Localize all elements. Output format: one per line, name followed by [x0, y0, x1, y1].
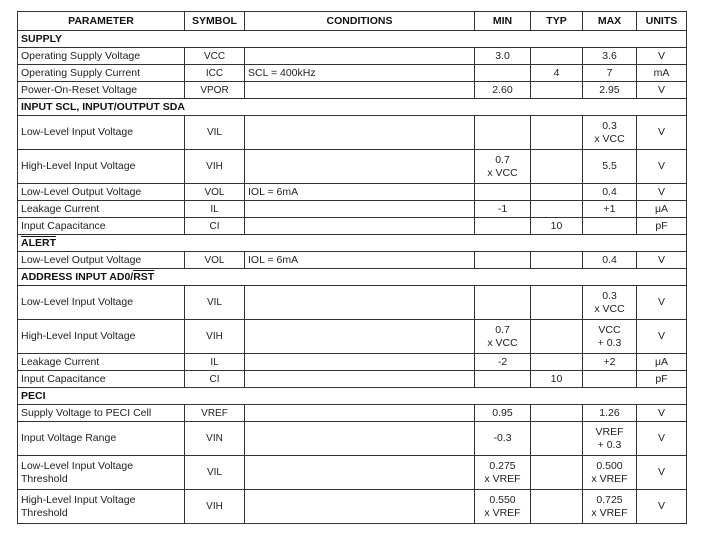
table-row	[18, 184, 687, 201]
units-cell: μA	[637, 354, 687, 371]
symbol-cell: VIH	[185, 490, 245, 524]
min-cell	[475, 371, 531, 388]
conditions-cell: IOL = 6mA	[245, 184, 475, 201]
units-cell: V	[637, 320, 687, 354]
units-cell: V	[637, 286, 687, 320]
max-cell	[583, 371, 637, 388]
max-cell: 3.6	[583, 48, 637, 65]
units-cell: V	[637, 405, 687, 422]
table-row	[18, 456, 687, 490]
max-cell: +1	[583, 201, 637, 218]
max-line-2: x VREF	[591, 472, 628, 485]
max-line-1: VCC	[598, 323, 621, 336]
symbol-cell: VIL	[185, 286, 245, 320]
max-cell: 0.4	[583, 184, 637, 201]
units-cell: V	[637, 422, 687, 456]
min-cell	[475, 252, 531, 269]
typ-cell	[531, 405, 583, 422]
table-row	[18, 371, 687, 388]
max-cell	[583, 218, 637, 235]
table-row	[18, 65, 687, 82]
units-cell: V	[637, 456, 687, 490]
table-row	[18, 116, 687, 150]
units-cell: V	[637, 48, 687, 65]
symbol-cell: VCC	[185, 48, 245, 65]
typ-cell	[531, 252, 583, 269]
units-cell: V	[637, 252, 687, 269]
param-cell: Input Capacitance	[18, 371, 185, 388]
max-cell: 7	[583, 65, 637, 82]
typ-cell: 10	[531, 218, 583, 235]
symbol-cell: VIH	[185, 150, 245, 184]
section-header	[18, 269, 687, 286]
param-cell: High-Level Input Voltage	[18, 320, 185, 354]
symbol-cell: VPOR	[185, 82, 245, 99]
min-cell: 2.60	[475, 82, 531, 99]
typ-cell: 10	[531, 371, 583, 388]
param-cell: Power-On-Reset Voltage	[18, 82, 185, 99]
table-row	[18, 320, 687, 354]
table-row	[18, 354, 687, 371]
max-line-2: x VCC	[594, 132, 625, 145]
max-cell	[583, 490, 637, 524]
max-line-1: VREF	[595, 425, 624, 438]
param-line-2: Threshold	[21, 506, 68, 519]
param-cell: Operating Supply Voltage	[18, 48, 185, 65]
max-cell: 1.26	[583, 405, 637, 422]
min-line-1: 0.275	[489, 459, 516, 472]
conditions-cell	[245, 490, 475, 524]
min-line-1: 0.550	[489, 493, 516, 506]
typ-cell	[531, 184, 583, 201]
section-title-peci: PECI	[18, 388, 687, 405]
symbol-cell: CI	[185, 371, 245, 388]
units-cell: V	[637, 116, 687, 150]
max-cell: 2.95	[583, 82, 637, 99]
section-header	[18, 31, 687, 48]
param-line-1: High-Level Input Voltage	[21, 493, 136, 506]
param-cell	[18, 490, 185, 524]
param-cell: High-Level Input Voltage	[18, 150, 185, 184]
units-cell: V	[637, 150, 687, 184]
max-cell	[583, 286, 637, 320]
param-cell: Low-Level Output Voltage	[18, 252, 185, 269]
conditions-cell: IOL = 6mA	[245, 252, 475, 269]
table-row	[18, 252, 687, 269]
param-cell: Low-Level Output Voltage	[18, 184, 185, 201]
units-cell: mA	[637, 65, 687, 82]
typ-cell	[531, 456, 583, 490]
param-cell: Low-Level Input Voltage	[18, 286, 185, 320]
symbol-cell: VOL	[185, 184, 245, 201]
min-cell	[475, 286, 531, 320]
conditions-cell	[245, 405, 475, 422]
min-line-2: x VREF	[484, 472, 521, 485]
max-line-1: 0.725	[596, 493, 623, 506]
max-cell	[583, 116, 637, 150]
table-row	[18, 48, 687, 65]
symbol-cell: VREF	[185, 405, 245, 422]
param-line-1: Low-Level Input Voltage	[21, 459, 134, 472]
header-symbol: SYMBOL	[185, 12, 245, 31]
conditions-cell	[245, 201, 475, 218]
symbol-cell: CI	[185, 218, 245, 235]
conditions-cell	[245, 48, 475, 65]
symbol-cell: ICC	[185, 65, 245, 82]
max-line-2: x VCC	[594, 302, 625, 315]
header-units: UNITS	[637, 12, 687, 31]
conditions-cell	[245, 286, 475, 320]
symbol-cell: VIL	[185, 456, 245, 490]
typ-cell	[531, 422, 583, 456]
table-row	[18, 82, 687, 99]
typ-cell: 4	[531, 65, 583, 82]
min-cell	[475, 116, 531, 150]
conditions-cell	[245, 218, 475, 235]
typ-cell	[531, 320, 583, 354]
table-row	[18, 422, 687, 456]
min-cell: -2	[475, 354, 531, 371]
header-typ: TYP	[531, 12, 583, 31]
typ-cell	[531, 286, 583, 320]
symbol-cell: VIN	[185, 422, 245, 456]
typ-cell	[531, 150, 583, 184]
units-cell: pF	[637, 371, 687, 388]
table-row	[18, 150, 687, 184]
param-cell: Input Capacitance	[18, 218, 185, 235]
max-cell: 5.5	[583, 150, 637, 184]
param-line-2: Threshold	[21, 472, 68, 485]
param-cell: Operating Supply Current	[18, 65, 185, 82]
units-cell: V	[637, 184, 687, 201]
min-cell	[475, 456, 531, 490]
header-max: MAX	[583, 12, 637, 31]
min-cell: -0.3	[475, 422, 531, 456]
min-cell: 0.95	[475, 405, 531, 422]
section-header	[18, 235, 687, 252]
param-cell: Leakage Current	[18, 201, 185, 218]
table-row	[18, 405, 687, 422]
max-line-2: + 0.3	[597, 336, 622, 349]
symbol-cell: VIL	[185, 116, 245, 150]
alert-title-text: ALERT	[21, 237, 56, 249]
header-parameter: PARAMETER	[18, 12, 185, 31]
address-title-rst: $\overline{RST}$	[133, 271, 155, 283]
max-cell	[583, 422, 637, 456]
section-header	[18, 99, 687, 116]
max-line-2: + 0.3	[597, 438, 622, 451]
min-cell	[475, 184, 531, 201]
address-title-text: ADDRESS INPUT AD0/	[21, 271, 134, 283]
table-row	[18, 490, 687, 524]
param-cell	[18, 456, 185, 490]
param-cell: Low-Level Input Voltage	[18, 116, 185, 150]
conditions-cell	[245, 422, 475, 456]
min-line-2: x VCC	[487, 166, 518, 179]
section-header	[18, 388, 687, 405]
min-cell	[475, 150, 531, 184]
units-cell: μA	[637, 201, 687, 218]
typ-cell	[531, 354, 583, 371]
section-title-alert	[18, 235, 687, 252]
units-cell: V	[637, 82, 687, 99]
max-cell	[583, 320, 637, 354]
max-cell	[583, 456, 637, 490]
conditions-cell	[245, 371, 475, 388]
typ-cell	[531, 82, 583, 99]
param-cell: Leakage Current	[18, 354, 185, 371]
section-title-scl-sda: INPUT SCL, INPUT/OUTPUT SDA	[18, 99, 687, 116]
typ-cell	[531, 201, 583, 218]
min-line-2: x VREF	[484, 506, 521, 519]
section-title-supply: SUPPLY	[18, 31, 687, 48]
symbol-cell: VIH	[185, 320, 245, 354]
symbol-cell: IL	[185, 201, 245, 218]
conditions-cell	[245, 82, 475, 99]
table-row	[18, 218, 687, 235]
electrical-characteristics-table	[17, 11, 687, 524]
min-cell: -1	[475, 201, 531, 218]
param-cell: Input Voltage Range	[18, 422, 185, 456]
units-cell: V	[637, 490, 687, 524]
conditions-cell	[245, 116, 475, 150]
max-line-2: x VREF	[591, 506, 628, 519]
units-cell: pF	[637, 218, 687, 235]
max-line-1: 0.3	[602, 119, 617, 132]
min-cell	[475, 65, 531, 82]
max-cell: +2	[583, 354, 637, 371]
conditions-cell	[245, 354, 475, 371]
header-conditions: CONDITIONS	[245, 12, 475, 31]
symbol-cell: IL	[185, 354, 245, 371]
param-cell: Supply Voltage to PECI Cell	[18, 405, 185, 422]
max-line-1: 0.3	[602, 289, 617, 302]
symbol-cell: VOL	[185, 252, 245, 269]
min-cell	[475, 490, 531, 524]
table-row	[18, 201, 687, 218]
max-line-1: 0.500	[596, 459, 623, 472]
conditions-cell	[245, 456, 475, 490]
max-cell: 0.4	[583, 252, 637, 269]
section-title-address	[18, 269, 687, 286]
conditions-cell	[245, 320, 475, 354]
cropped-top-text	[0, 0, 703, 6]
typ-cell	[531, 48, 583, 65]
table-row	[18, 286, 687, 320]
min-line-1: 0.7	[495, 323, 510, 336]
min-line-2: x VCC	[487, 336, 518, 349]
min-cell: 3.0	[475, 48, 531, 65]
typ-cell	[531, 116, 583, 150]
typ-cell	[531, 490, 583, 524]
conditions-cell	[245, 150, 475, 184]
min-cell	[475, 320, 531, 354]
conditions-cell: SCL = 400kHz	[245, 65, 475, 82]
header-min: MIN	[475, 12, 531, 31]
min-line-1: 0.7	[495, 153, 510, 166]
min-cell	[475, 218, 531, 235]
table-header-row	[18, 12, 687, 31]
